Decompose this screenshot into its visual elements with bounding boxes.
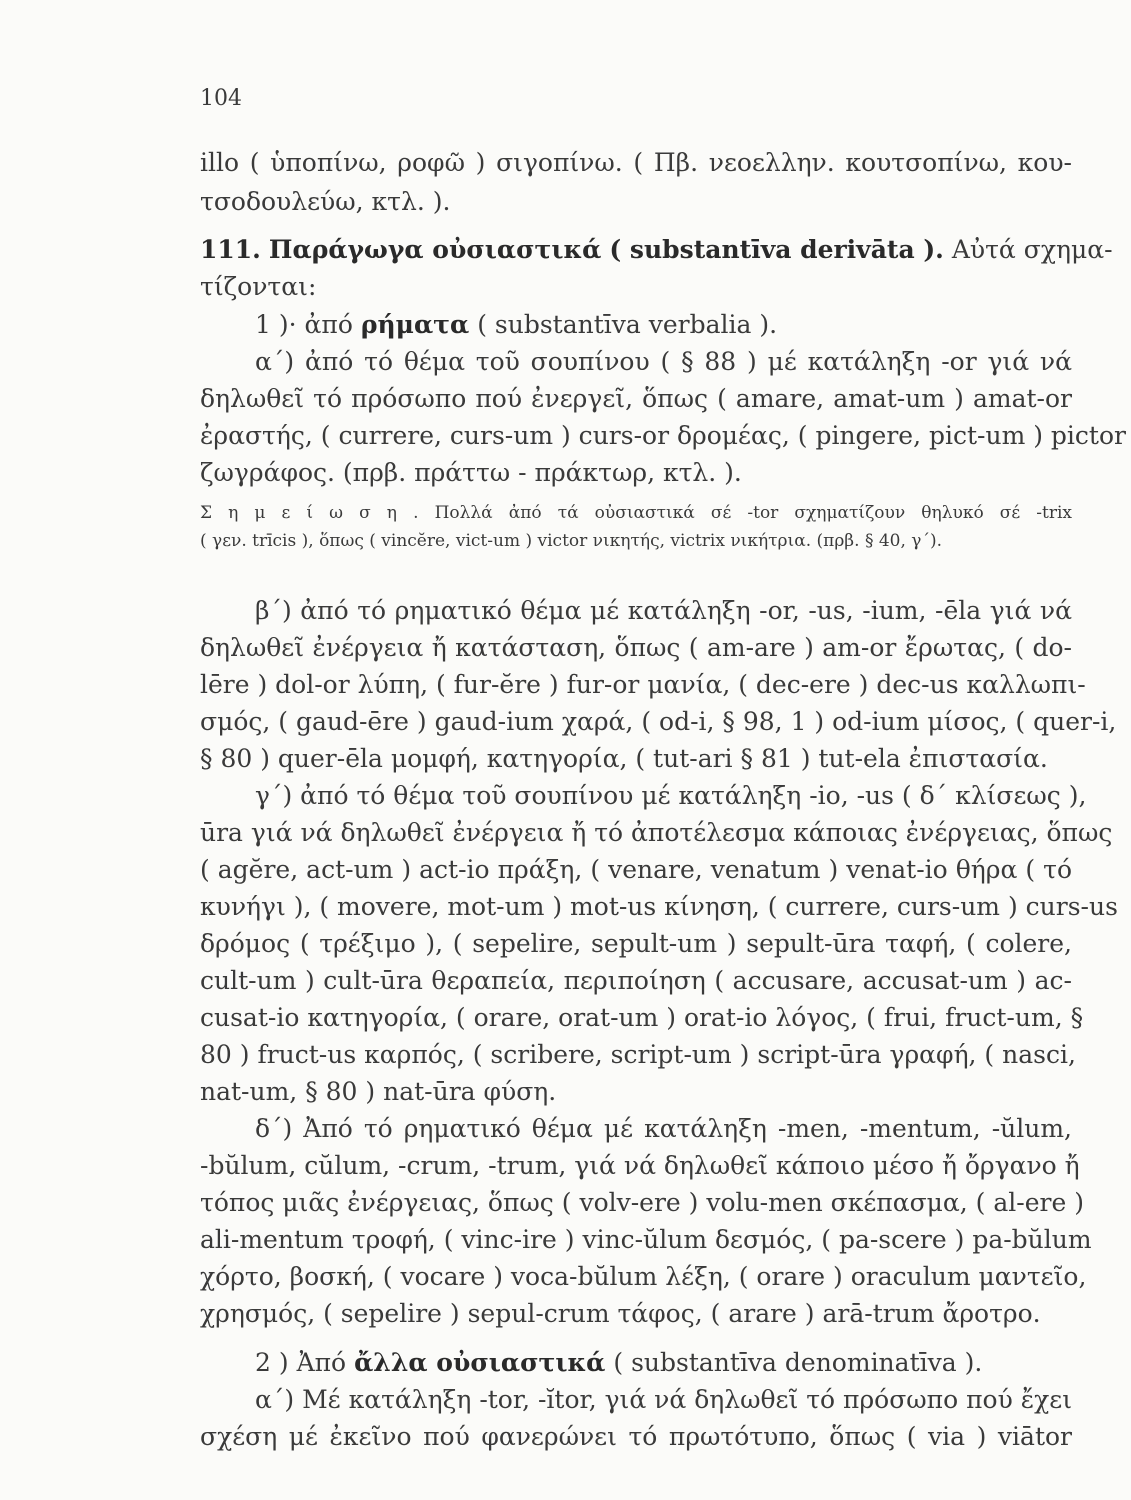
note-line: Σ η μ ε ί ω σ η . Πολλά ἀπό τά οὐσιαστικά σέ -tor σχηματίζουν θηλυκό σέ -trix xyxy=(200,503,1072,523)
text-line: cusat-io κατηγορία, ( orare, orat-um ) orat-io λόγος, ( frui, fruct-um, § xyxy=(200,1003,1084,1032)
text-line: δρόμος ( τρέξιμο ), ( sepelire, sepult-um ) sepult-ūra ταφή, ( colere, xyxy=(200,929,1072,958)
section-rest: Αὐτά σχημα- xyxy=(951,235,1113,264)
section-title: Παράγωγα οὐσιαστικά xyxy=(268,235,602,264)
text-line: τσοδουλεύω, κτλ. ). xyxy=(200,187,451,216)
text-line: κυνήγι ), ( movere, mot-um ) mot-us κίνηση, ( currere, curs-um ) curs-us xyxy=(200,892,1118,921)
text-line: ζωγράφος. (πρβ. πράττω - πράκτωρ, κτλ. ). xyxy=(200,458,742,487)
text-line: χόρτο, βοσκή, ( vocare ) voca-bŭlum λέξη, ( orare ) oraculum μαντεῖο, xyxy=(200,1262,1087,1291)
text-line: σμός, ( gaud-ēre ) gaud-ium χαρά, ( od-i, § 98, 1 ) od-ium μίσος, ( quer-i, xyxy=(200,707,1117,736)
section-latin: ( substantīva derivāta ). xyxy=(609,235,944,264)
text-line: α΄) Μέ κατάληξη -tor, -ĭtor, γιά νά δηλωθεῖ τό πρόσωπο πού ἔχει xyxy=(255,1385,1073,1414)
text-line: lēre ) dol-or λύπη, ( fur-ĕre ) fur-or μανία, ( dec-ere ) dec-us καλλωπι- xyxy=(200,670,1086,699)
text-line: ἐραστής, ( currere, curs-um ) curs-or δρομέας, ( pingere, pict-um ) pictor xyxy=(200,421,1126,450)
page-number: 104 xyxy=(200,86,242,111)
subsection-heading: 2 ) Ἀπό ἄλλα οὐσιαστικά ( substantīva denominatīva ). xyxy=(255,1348,983,1377)
text-line: illo ( ὑποπίνω, ροφῶ ) σιγοπίνω. ( Πβ. νεοελλην. κουτσοπίνω, κου- xyxy=(200,148,1072,177)
text-line: ali-mentum τροφή, ( vinc-ire ) vinc-ŭlum δεσμός, ( pa-scere ) pa-bŭlum xyxy=(200,1225,1092,1254)
text-line: δηλωθεῖ ἐνέργεια ἤ κατάσταση, ὅπως ( am-are ) am-or ἔρωτας, ( do- xyxy=(200,633,1072,662)
text-line: σχέση μέ ἐκεῖνο πού φανερώνει τό πρωτότυπο, ὅπως ( via ) viātor xyxy=(200,1422,1072,1451)
subsection-heading: 1 )· ἀπό ρήματα ( substantīva verbalia ). xyxy=(255,310,778,339)
text-line: nat-um, § 80 ) nat-ūra φύση. xyxy=(200,1077,557,1106)
text-line: -bŭlum, cŭlum, -crum, -trum, γιά νά δηλωθεῖ κάποιο μέσο ἤ ὄργανο ἤ xyxy=(200,1151,1080,1180)
text-line: χρησμός, ( sepelire ) sepul-crum τάφος, ( arare ) arā-trum ἄροτρο. xyxy=(200,1299,1041,1328)
note-line: ( γεν. trīcis ), ὅπως ( vincĕre, vict-um ) victor νικητής, victrix νικήτρια. (πρβ. § 40, γ΄). xyxy=(200,531,942,551)
text-line: ūra γιά νά δηλωθεῖ ἐνέργεια ἤ τό ἀποτέλεσμα κάποιας ἐνέργειας, ὅπως xyxy=(200,818,1113,847)
text-line: δ΄) Ἀπό τό ρηματικό θέμα μέ κατάληξη -men, -mentum, -ŭlum, xyxy=(255,1114,1072,1143)
text-line: β΄) ἀπό τό ρηματικό θέμα μέ κατάληξη -or, -us, -ium, -ēla γιά νά xyxy=(255,596,1072,625)
text-line: cult-um ) cult-ūra θεραπεία, περιποίηση ( accusare, accusat-um ) ac- xyxy=(200,966,1072,995)
text-line: § 80 ) quer-ēla μομφή, κατηγορία, ( tut-ari § 81 ) tut-ela ἐπιστασία. xyxy=(200,744,1048,773)
text-line: ( agĕre, act-um ) act-io πράξη, ( venare, venatum ) venat-io θήρα ( τό xyxy=(200,855,1072,884)
text-line: α΄) ἀπό τό θέμα τοῦ σουπίνου ( § 88 ) μέ κατάληξη -or γιά νά xyxy=(255,347,1072,376)
section-number: 111. xyxy=(200,235,261,264)
text-line: τόπος μιᾶς ἐνέργειας, ὅπως ( volv-ere ) volu-men σκέπασμα, ( al-ere ) xyxy=(200,1188,1084,1217)
text-line: γ΄) ἀπό τό θέμα τοῦ σουπίνου μέ κατάληξη -io, -us ( δ΄ κλίσεως ), xyxy=(255,781,1087,810)
text-line: τίζονται: xyxy=(200,272,317,301)
section-heading xyxy=(200,235,1113,265)
text-line: 80 ) fruct-us καρπός, ( scribere, script-um ) script-ūra γραφή, ( nasci, xyxy=(200,1040,1076,1069)
text-line: δηλωθεῖ τό πρόσωπο πού ἐνεργεῖ, ὅπως ( amare, amat-um ) amat-or xyxy=(200,384,1072,413)
